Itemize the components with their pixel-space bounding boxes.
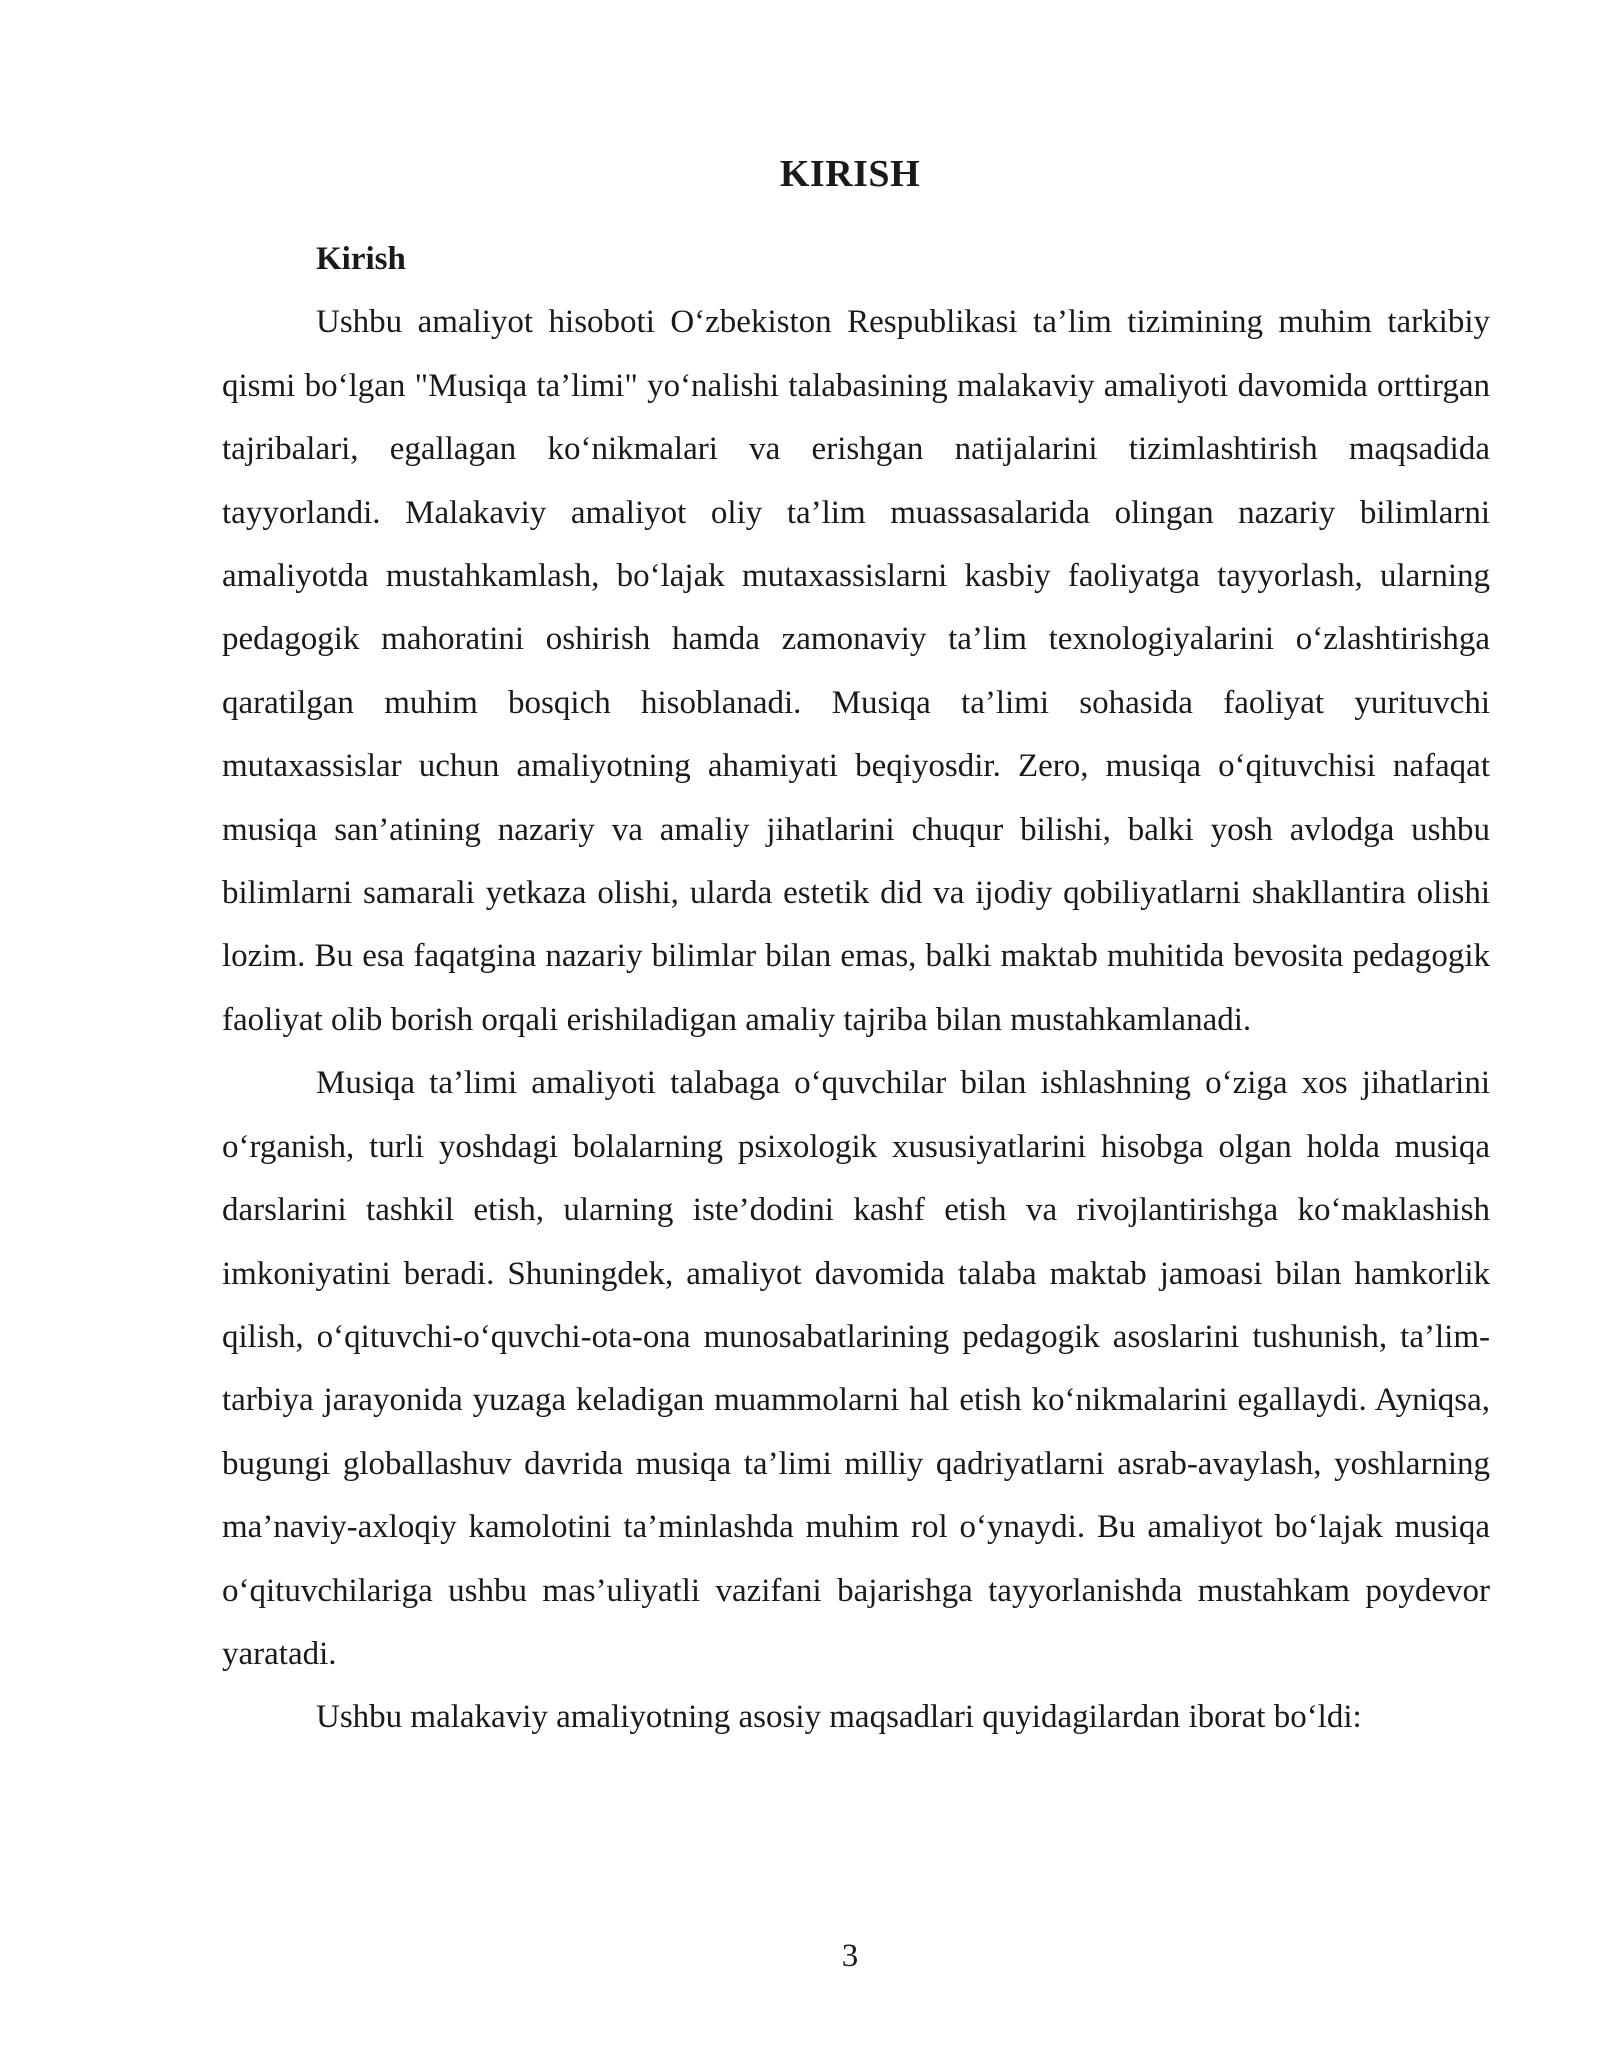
section-subheading: Kirish [316, 241, 406, 277]
document-body [222, 228, 1490, 1750]
paragraph-2: Musiqa ta’limi amaliyoti talabaga o‘quvchilar bilan ishlashning o‘ziga xos jihatlarini o‘rganish, turli yoshdagi bolalarning psixologik xususiyatlarini hisobga olgan holda musiqa darslarini tashkil etish, ularning iste’dodini kashf etish va rivojlantirishga ko‘maklashish imkoniyatini beradi. Shuningdek, amaliyot davomida talaba maktab jamoasi bilan hamkorlik qilish, o‘qituvchi-o‘quvchi-ota-ona munosabatlarining pedagogik asoslarini tushunish, ta’lim-tarbiya jarayonida yuzaga keladigan muammolarni hal etish ko‘nikmalarini egallaydi. Ayniqsa, bugungi globallashuv davrida musiqa ta’limi milliy qadriyatlarni asrab-avaylash, yoshlarning ma’naviy-axloqiy kamolotini ta’minlashda muhim rol o‘ynaydi. Bu amaliyot bo‘lajak musiqa o‘qituvchilariga ushbu mas’uliyatli vazifani bajarishga tayyorlanishda mustahkam poydevor yaratadi. [222, 1065, 1490, 1672]
page-title: KIRISH [779, 153, 921, 195]
paragraph-1: Ushbu amaliyot hisoboti O‘zbekiston Respublikasi ta’lim tizimining muhim tarkibiy qismi bo‘lgan "Musiqa ta’limi" yo‘nalishi talabasining malakaviy amaliyoti davomida orttirgan tajribalari, egallagan ko‘nikmalari va erishgan natijalarini tizimlashtirish maqsadida tayyorlandi. Malakaviy amaliyot oliy ta’lim muassasalarida olingan nazariy bilimlarni amaliyotda mustahkamlash, bo‘lajak mutaxassislarni kasbiy faoliyatga tayyorlash, ularning pedagogik mahoratini oshirish hamda zamonaviy ta’lim texnologiyalarini o‘zlashtirishga qaratilgan muhim bosqich hisoblanadi. Musiqa ta’limi sohasida faoliyat yurituvchi mutaxassislar uchun amaliyotning ahamiyati beqiyosdir. Zero, musiqa o‘qituvchisi nafaqat musiqa san’atining nazariy va amaliy jihatlarini chuqur bilishi, balki yosh avlodga ushbu bilimlarni samarali yetkaza olishi, ularda estetik did va ijodiy qobiliyatlarni shakllantira olishi lozim. Bu esa faqatgina nazariy bilimlar bilan emas, balki maktab muhitida bevosita pedagogik faoliyat olib borish orqali erishiladigan amaliy tajriba bilan mustahkamlanadi. [222, 304, 1490, 1038]
page-number: 3 [841, 1938, 859, 1974]
paragraph-3: Ushbu malakaviy amaliyotning asosiy maqsadlari quyidagilardan iborat bo‘ldi: [316, 1699, 1362, 1736]
